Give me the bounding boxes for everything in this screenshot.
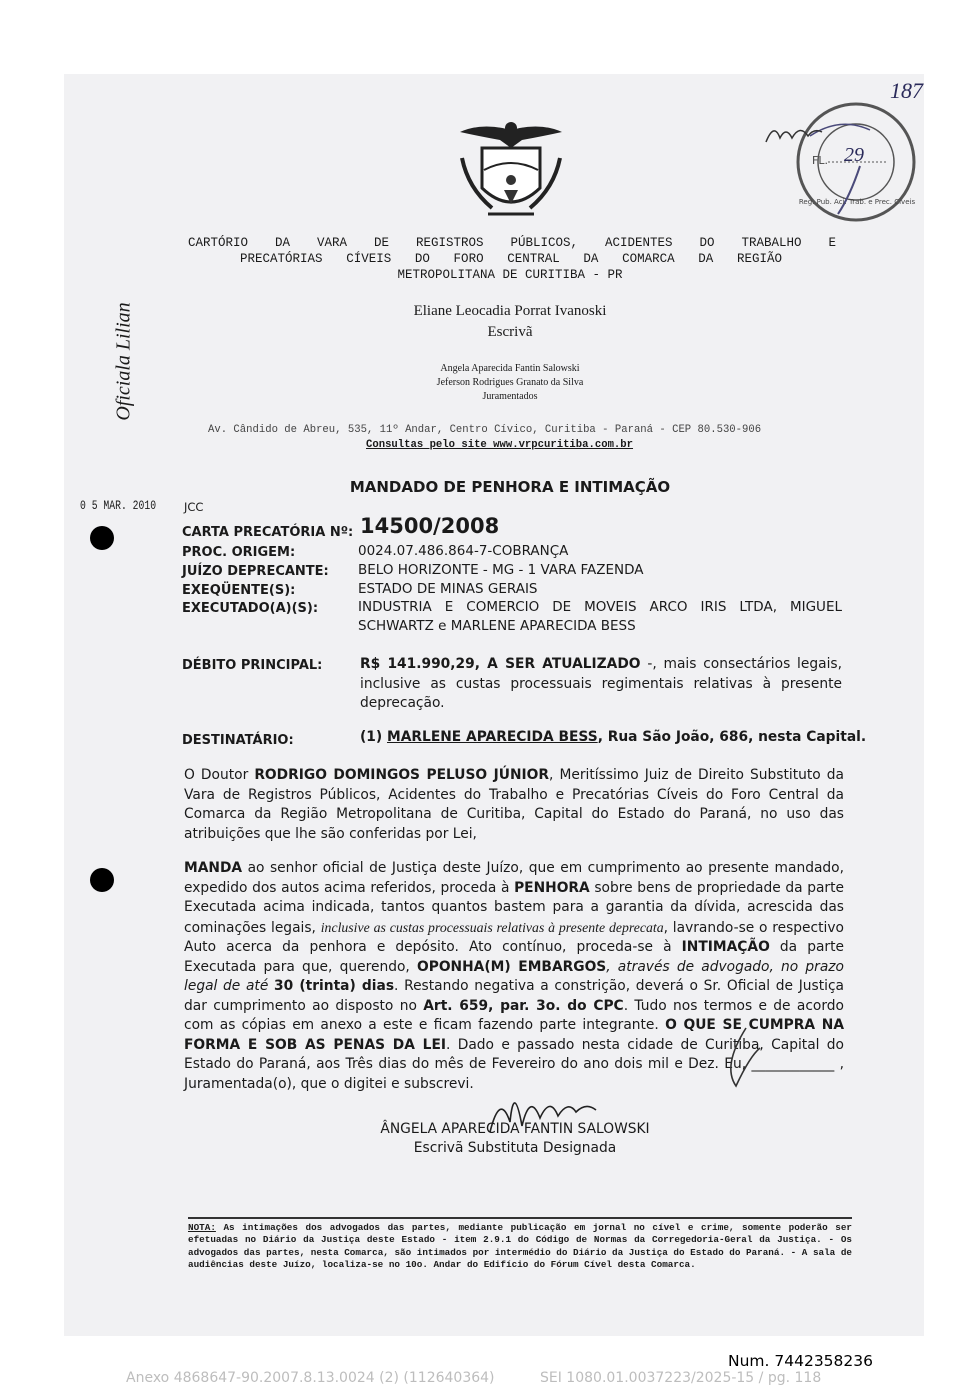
- escriva-title: Escrivã: [487, 324, 533, 340]
- proc-label: PROC. ORIGEM:: [182, 545, 296, 560]
- executado-label: EXECUTADO(A)(S):: [182, 601, 319, 616]
- destinatario-name: MARLENE APARECIDA BESS: [387, 729, 598, 745]
- signer-name: ÂNGELA APARECIDA FANTIN SALOWSKI: [380, 1121, 650, 1137]
- nota-divider: [188, 1217, 852, 1219]
- stamp-fl-label: FL.: [812, 154, 828, 167]
- executado-value-1: INDUSTRIA E COMERCIO DE MOVEIS ARCO IRIS LTDA, MIGUEL: [358, 599, 842, 615]
- p2-c: , lavrando-se o respectivo Auto acerca da penhora e depósito. Ato contínuo, proceda-se à: [184, 919, 844, 955]
- nota-block: [188, 1222, 852, 1272]
- header-line-2: PRECATÓRIAS CÍVEIS DO FORO CENTRAL DA COMARCA DA REGIÃO: [240, 252, 782, 266]
- exequente-value: ESTADO DE MINAS GERAIS: [358, 581, 538, 597]
- manda-word: MANDA: [184, 860, 243, 876]
- juizo-label: JUÍZO DEPRECANTE:: [182, 564, 329, 579]
- site-link[interactable]: Consultas pelo site www.vrpcuritiba.com.br: [366, 439, 634, 451]
- inclusive-custas: inclusive as custas processuais relativas à presente deprecata: [320, 919, 664, 935]
- p2-b: sobre bens de propriedade da parte Executada acima indicada, tantos quantos bastem para a garantia da dívida, acrescida das cominações legais,: [184, 879, 844, 936]
- debito-label: DÉBITO PRINCIPAL:: [182, 658, 323, 673]
- page-number-handwritten: 187: [890, 78, 923, 103]
- juizo-value: BELO HORIZONTE - MG - 1 VARA FAZENDA: [358, 562, 644, 578]
- oficiala-annotation: Oficiala Lilian: [112, 302, 135, 421]
- exequente-label: EXEQÜENTE(S):: [182, 583, 296, 598]
- judge-name: RODRIGO DOMINGOS PELUSO JÚNIOR: [254, 767, 550, 783]
- nota-label: NOTA:: [188, 1222, 216, 1233]
- p2-d: da parte Executada para que, querendo,: [184, 939, 844, 975]
- juramentado-3: Juramentados: [482, 391, 538, 402]
- handwritten-initials: [716, 1026, 766, 1090]
- art-659: Art. 659, par. 3o. do CPC: [423, 997, 624, 1014]
- p2-a: ao senhor oficial de Justiça deste Juízo, que em cumprimento ao presente mandado, expedido dos autos acima referidos, proceda à: [184, 860, 844, 896]
- signer-role: Escrivã Substituta Designada: [413, 1140, 617, 1156]
- debito-rest: -, mais consectários legais, inclusive as custas processuais regimentais relativas à presente deprecação.: [360, 656, 842, 711]
- carta-label: CARTA PRECATÓRIA Nº:: [182, 525, 354, 540]
- nota-text: As intimações dos advogados das partes, mediante publicação em jornal no cível e crime, somente poderão ser efetuadas no Diário da Justiça deste Estado - item 2.9.1 do Código de Normas da Corregedoria-Geral da Justiça. - Os advogados das partes, nesta Comarca, são intimados por intermédio do Diário da Justiça do Estado do Paraná. - A sala de audiências deste Juízo, localiza-se no 10o. Andar do Edifício do Fórum Cível desta Comarca.: [188, 1222, 852, 1271]
- date-stamp: 0 5 MAR. 2010: [80, 499, 157, 513]
- carta-value: 14500/2008: [360, 514, 500, 538]
- cumpra-clause: O QUE SE CUMPRA NA FORMA E SOB AS PENAS DA LEI: [184, 1017, 844, 1053]
- destinatario-number: (1): [360, 729, 388, 745]
- proc-value: 0024.07.486.864-7-COBRANÇA: [358, 543, 569, 559]
- p2-e: , através de advogado, no prazo legal de até: [184, 958, 844, 994]
- p2-g: . Tudo nos termos e de acordo com as cópias em anexo a este e ficam fazendo parte integrante.: [184, 997, 844, 1033]
- footer-num: Num. 7442358236: [728, 1352, 873, 1370]
- coat-of-arms-icon: [452, 118, 570, 226]
- juramentado-2: Jeferson Rodrigues Granato da Silva: [436, 377, 584, 388]
- p1-start: O Doutor: [184, 767, 255, 783]
- debito-value: [360, 655, 842, 714]
- debito-amount: R$ 141.990,29, A SER ATUALIZADO: [360, 656, 641, 672]
- binder-hole-2: [90, 868, 114, 892]
- destinatario-address: , Rua São João, 686, nesta Capital.: [597, 729, 867, 745]
- header-line-3: METROPOLITANA DE CURITIBA - PR: [397, 268, 623, 282]
- intimacao-word: INTIMAÇÃO: [681, 939, 770, 955]
- destinatario-value: [360, 729, 866, 745]
- address: Av. Cândido de Abreu, 535, 11º Andar, Centro Cívico, Curitiba - Paraná - CEP 80.530-906: [208, 424, 762, 436]
- destinatario-label: DESTINATÁRIO:: [182, 733, 294, 748]
- document-title: MANDADO DE PENHORA E INTIMAÇÃO: [349, 478, 671, 496]
- paragraph-doutor: [184, 766, 844, 844]
- footer-anexo: Anexo 4868647-90.2007.8.13.0024 (2) (112640364): [126, 1370, 495, 1386]
- penhora-word: PENHORA: [514, 879, 590, 896]
- p2-f: . Restando negativa a constrição, deverá o Sr. Oficial de Justiça dar cumprimento ao disposto no: [184, 978, 845, 1014]
- juramentado-1: Angela Aparecida Fantin Salowski: [440, 363, 580, 374]
- escriva-name: Eliane Leocadia Porrat Ivanoski: [413, 303, 607, 319]
- p1-rest: , Meritíssimo Juiz de Direito Substituto da Vara de Registros Públicos, Acidentes do Trabalho e Precatórias Cíveis do Foro Central da Comarca da Região Metropolitana de Curitiba, Capital do Estado do Paraná, no uso das atribuições que lhe são conferidas por Lei,: [184, 767, 845, 842]
- executado-value-2: SCHWARTZ e MARLENE APARECIDA BESS: [358, 618, 636, 634]
- jcc-label: JCC: [184, 500, 204, 514]
- binder-hole-1: [90, 526, 114, 550]
- header-line-1: CARTÓRIO DA VARA DE REGISTROS PÚBLICOS, ACIDENTES DO TRABALHO E: [188, 236, 836, 250]
- p2-h: . Dado e passado nesta cidade de Curitiba, Capital do Estado do Paraná, aos Três dias do mês de Fevereiro do ano dois mil e Dez. Eu, ____________ , Juramentada(o), que o digitei e subscrevi.: [184, 1036, 844, 1092]
- stamp-fl-number: 29: [844, 144, 864, 166]
- prazo-dias: 30 (trinta) dias: [274, 978, 395, 994]
- handwritten-scribble: [764, 118, 824, 152]
- stamp-text: Reg. Pub. Aci. Trab. e Prec. Cíveis: [798, 198, 916, 206]
- oponha-embargos: OPONHA(M) EMBARGOS: [416, 958, 607, 975]
- footer-sei: SEI 1080.01.0037223/2025-15 / pg. 118: [540, 1370, 822, 1386]
